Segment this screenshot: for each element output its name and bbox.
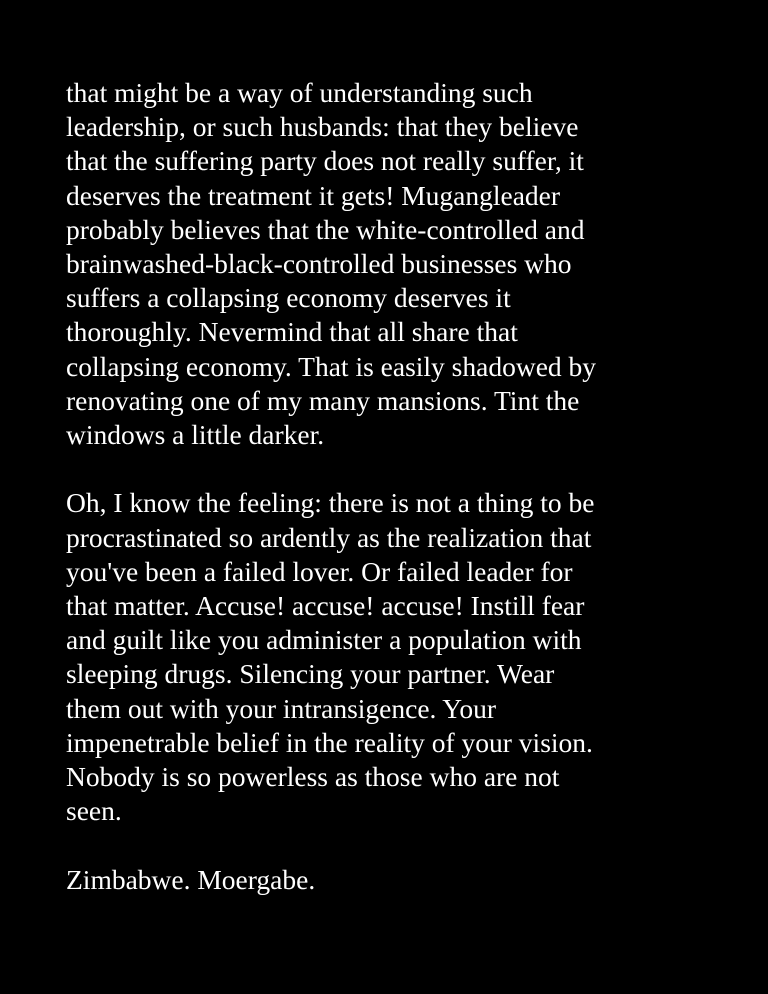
text-line: probably believes that the white-controlled and [66,213,585,245]
text-line: collapsing economy. That is easily shadowed by [66,350,597,382]
text-line: that the suffering party does not really suffer, it [66,145,584,177]
paragraph-3 [66,863,726,897]
text-line: thoroughly. Nevermind that all share that [66,316,518,348]
text-line: you've been a failed lover. Or failed leader for [66,555,573,587]
text-line: sleeping drugs. Silencing your partner. Wear [66,658,555,690]
paragraph-gap [66,828,726,862]
text-line: deserves the treatment it gets! Mugangleader [66,179,561,211]
text-line: that might be a way of understanding such [66,77,533,108]
paragraph-gap [66,452,726,486]
text-line: that matter. Accuse! accuse! accuse! Instill fear [66,590,585,622]
text-line: Zimbabwe. Moergabe. [66,863,316,895]
text-line: them out with your intransigence. Your [66,692,497,724]
text-line: leadership, or such husbands: that they believe [66,111,579,143]
text-line: Oh, I know the feeling: there is not a thing to be [66,487,595,519]
text-line: procrastinated so ardently as the realization that [66,521,592,553]
document-text [66,76,726,897]
text-line: impenetrable belief in the reality of your vision. [66,726,593,758]
text-line: Nobody is so powerless as those who are not [66,761,560,793]
text-line: and guilt like you administer a population with [66,624,582,656]
text-line: windows a little darker. [66,419,325,451]
text-line: suffers a collapsing economy deserves it [66,282,511,314]
text-line: seen. [66,795,122,827]
paragraph-1 [66,76,726,452]
paragraph-2 [66,486,726,828]
text-line: brainwashed-black-controlled businesses who [66,248,572,280]
text-line: renovating one of my many mansions. Tint the [66,384,580,416]
